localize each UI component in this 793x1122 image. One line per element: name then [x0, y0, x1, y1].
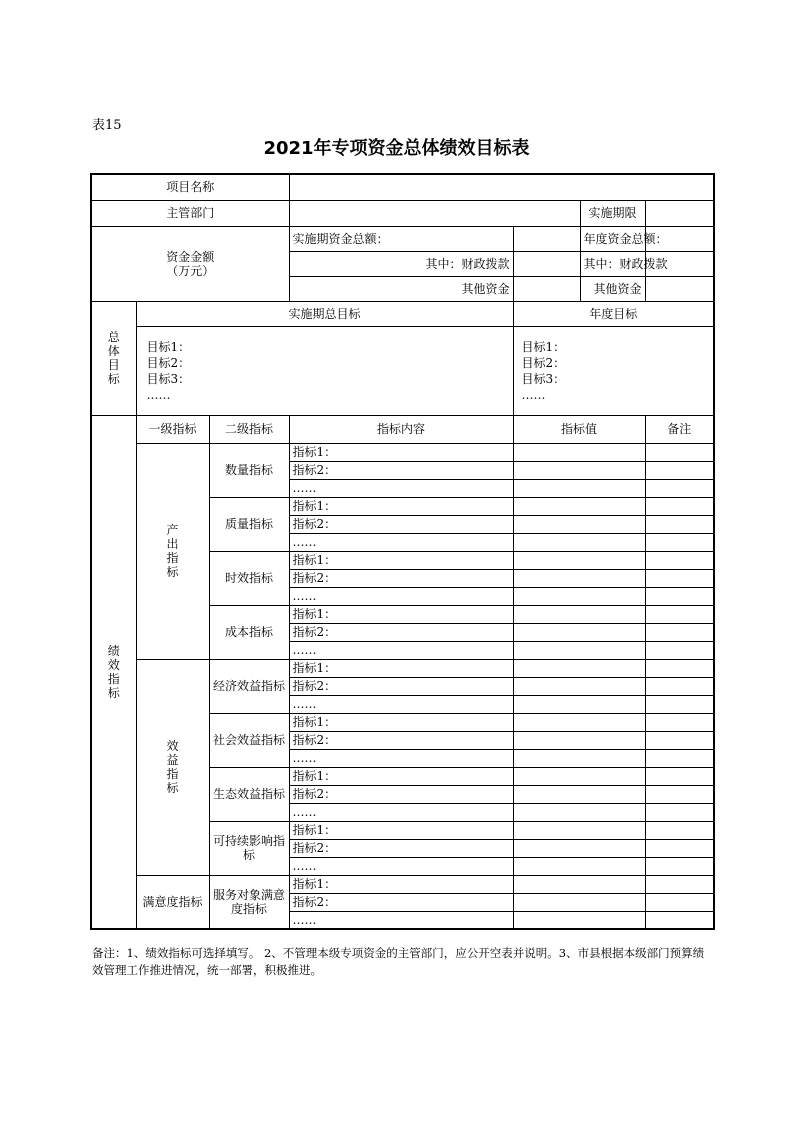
- indicator-line: 指标1：: [289, 821, 513, 839]
- indicator-line: 指标2：: [289, 839, 513, 857]
- funds-label-line1: 资金金额: [166, 249, 215, 264]
- period-value: [645, 200, 714, 226]
- indicator-value: [513, 767, 645, 785]
- annual-other-value: [645, 276, 714, 301]
- indicator-line: ……: [289, 749, 513, 767]
- indicator-value: [513, 803, 645, 821]
- indicator-line: ……: [289, 911, 513, 929]
- period-total-value: [513, 226, 580, 251]
- period-goal-2: 目标2：: [146, 355, 191, 370]
- annual-fiscal-label: 其中：财政拨款: [580, 251, 645, 276]
- indicator-line: 指标1：: [289, 713, 513, 731]
- indicator-value: [513, 893, 645, 911]
- indicator-remark: [645, 641, 714, 659]
- perf-indicator-label: 绩 效 指 标: [91, 415, 136, 929]
- social-label: 社会效益指标: [209, 713, 289, 767]
- indicator-remark: [645, 605, 714, 623]
- indicator-line: 指标2：: [289, 785, 513, 803]
- indicator-value: [513, 677, 645, 695]
- indicator-remark: [645, 497, 714, 515]
- period-label: 实施期限: [580, 200, 645, 226]
- indicator-value: [513, 641, 645, 659]
- annual-goal-list: [513, 326, 714, 415]
- indicator-line: 指标2：: [289, 731, 513, 749]
- indicator-remark: [645, 587, 714, 605]
- indicator-remark: [645, 479, 714, 497]
- indicator-line: 指标1：: [289, 767, 513, 785]
- funds-label-line2: （万元）: [166, 263, 215, 278]
- indicator-remark: [645, 911, 714, 929]
- remark-header: 备注: [645, 415, 714, 443]
- sustainable-label: 可持续影响指标: [209, 821, 289, 875]
- annual-goal-more: ……: [521, 387, 546, 402]
- indicator-value: [513, 659, 645, 677]
- period-other-value: [513, 276, 580, 301]
- indicator-line: ……: [289, 695, 513, 713]
- period-other-label: 其他资金: [289, 276, 513, 301]
- indicator-line: 指标2：: [289, 623, 513, 641]
- cost-label: 成本指标: [209, 605, 289, 659]
- annual-other-label: 其他资金: [580, 276, 645, 301]
- annual-goal-1: 目标1：: [521, 339, 566, 354]
- indicator-value: [513, 443, 645, 461]
- department-label: 主管部门: [91, 200, 289, 226]
- indicator-line: 指标2：: [289, 461, 513, 479]
- indicator-line: ……: [289, 587, 513, 605]
- period-goal-list: [136, 326, 513, 415]
- indicator-remark: [645, 785, 714, 803]
- period-goal-1: 目标1：: [146, 339, 191, 354]
- output-group-label: 产 出 指 标: [136, 443, 209, 659]
- indicator-remark: [645, 839, 714, 857]
- indicator-value: [513, 857, 645, 875]
- indicator-remark: [645, 443, 714, 461]
- period-fiscal-value: [513, 251, 580, 276]
- indicator-remark: [645, 551, 714, 569]
- indicator-value: [513, 695, 645, 713]
- annual-goal-header: 年度目标: [513, 301, 714, 326]
- indicator-remark: [645, 461, 714, 479]
- indicator-value: [513, 479, 645, 497]
- value-header: 指标值: [513, 415, 645, 443]
- department-value: [289, 200, 580, 226]
- indicator-value: [513, 875, 645, 893]
- form-code: 表15: [92, 118, 122, 133]
- indicator-remark: [645, 875, 714, 893]
- benefit-group-label: 效 益 指 标: [136, 659, 209, 875]
- indicator-remark: [645, 857, 714, 875]
- indicator-remark: [645, 821, 714, 839]
- period-goal-3: 目标3：: [146, 371, 191, 386]
- indicator-value: [513, 497, 645, 515]
- satisfaction-group-label: 满意度指标: [136, 875, 209, 929]
- performance-goal-table: [90, 173, 715, 930]
- project-name-label: 项目名称: [91, 174, 289, 200]
- indicator-line: ……: [289, 857, 513, 875]
- annual-total-label: 年度资金总额：: [580, 226, 645, 251]
- indicator-line: 指标1：: [289, 659, 513, 677]
- indicator-remark: [645, 677, 714, 695]
- period-total-label: 实施期资金总额：: [289, 226, 513, 251]
- period-goal-header: 实施期总目标: [136, 301, 513, 326]
- content-header: 指标内容: [289, 415, 513, 443]
- indicator-remark: [645, 569, 714, 587]
- indicator-remark: [645, 659, 714, 677]
- indicator-value: [513, 461, 645, 479]
- indicator-line: 指标2：: [289, 515, 513, 533]
- indicator-line: 指标2：: [289, 677, 513, 695]
- level1-header: 一级指标: [136, 415, 209, 443]
- indicator-line: ……: [289, 641, 513, 659]
- indicator-line: ……: [289, 803, 513, 821]
- indicator-value: [513, 785, 645, 803]
- indicator-remark: [645, 893, 714, 911]
- indicator-line: 指标1：: [289, 605, 513, 623]
- indicator-remark: [645, 803, 714, 821]
- period-fiscal-label: 其中：财政拨款: [289, 251, 513, 276]
- indicator-remark: [645, 731, 714, 749]
- indicator-line: 指标1：: [289, 497, 513, 515]
- page-title: 2021年专项资金总体绩效目标表: [263, 138, 530, 159]
- indicator-remark: [645, 749, 714, 767]
- quantity-label: 数量指标: [209, 443, 289, 497]
- period-goal-more: ……: [146, 387, 171, 402]
- footnote: 备注：1、绩效指标可选择填写。 2、不管理本级专项资金的主管部门，应公开空表并说明。3、市县根据本级部门预算绩效管理工作推进情况，统一部署，积极推进。: [92, 946, 705, 977]
- service-label: 服务对象满意度指标: [209, 875, 289, 929]
- indicator-line: 指标1：: [289, 443, 513, 461]
- indicator-line: ……: [289, 479, 513, 497]
- indicator-value: [513, 569, 645, 587]
- overall-goal-label: 总 体 目 标: [91, 301, 136, 415]
- indicator-value: [513, 839, 645, 857]
- annual-goal-3: 目标3：: [521, 371, 566, 386]
- indicator-line: 指标1：: [289, 875, 513, 893]
- ecological-label: 生态效益指标: [209, 767, 289, 821]
- indicator-value: [513, 749, 645, 767]
- indicator-line: 指标1：: [289, 551, 513, 569]
- quality-label: 质量指标: [209, 497, 289, 551]
- indicator-value: [513, 533, 645, 551]
- indicator-remark: [645, 623, 714, 641]
- funds-label: [91, 226, 289, 301]
- indicator-remark: [645, 533, 714, 551]
- indicator-remark: [645, 515, 714, 533]
- economic-label: 经济效益指标: [209, 659, 289, 713]
- timeliness-label: 时效指标: [209, 551, 289, 605]
- annual-goal-2: 目标2：: [521, 355, 566, 370]
- indicator-remark: [645, 767, 714, 785]
- indicator-remark: [645, 713, 714, 731]
- indicator-value: [513, 587, 645, 605]
- indicator-value: [513, 605, 645, 623]
- project-name-value: [289, 174, 714, 200]
- indicator-value: [513, 623, 645, 641]
- indicator-value: [513, 713, 645, 731]
- indicator-remark: [645, 695, 714, 713]
- indicator-value: [513, 821, 645, 839]
- indicator-value: [513, 551, 645, 569]
- indicator-line: 指标2：: [289, 569, 513, 587]
- indicator-value: [513, 731, 645, 749]
- level2-header: 二级指标: [209, 415, 289, 443]
- indicator-line: ……: [289, 533, 513, 551]
- indicator-line: 指标2：: [289, 893, 513, 911]
- indicator-value: [513, 515, 645, 533]
- indicator-value: [513, 911, 645, 929]
